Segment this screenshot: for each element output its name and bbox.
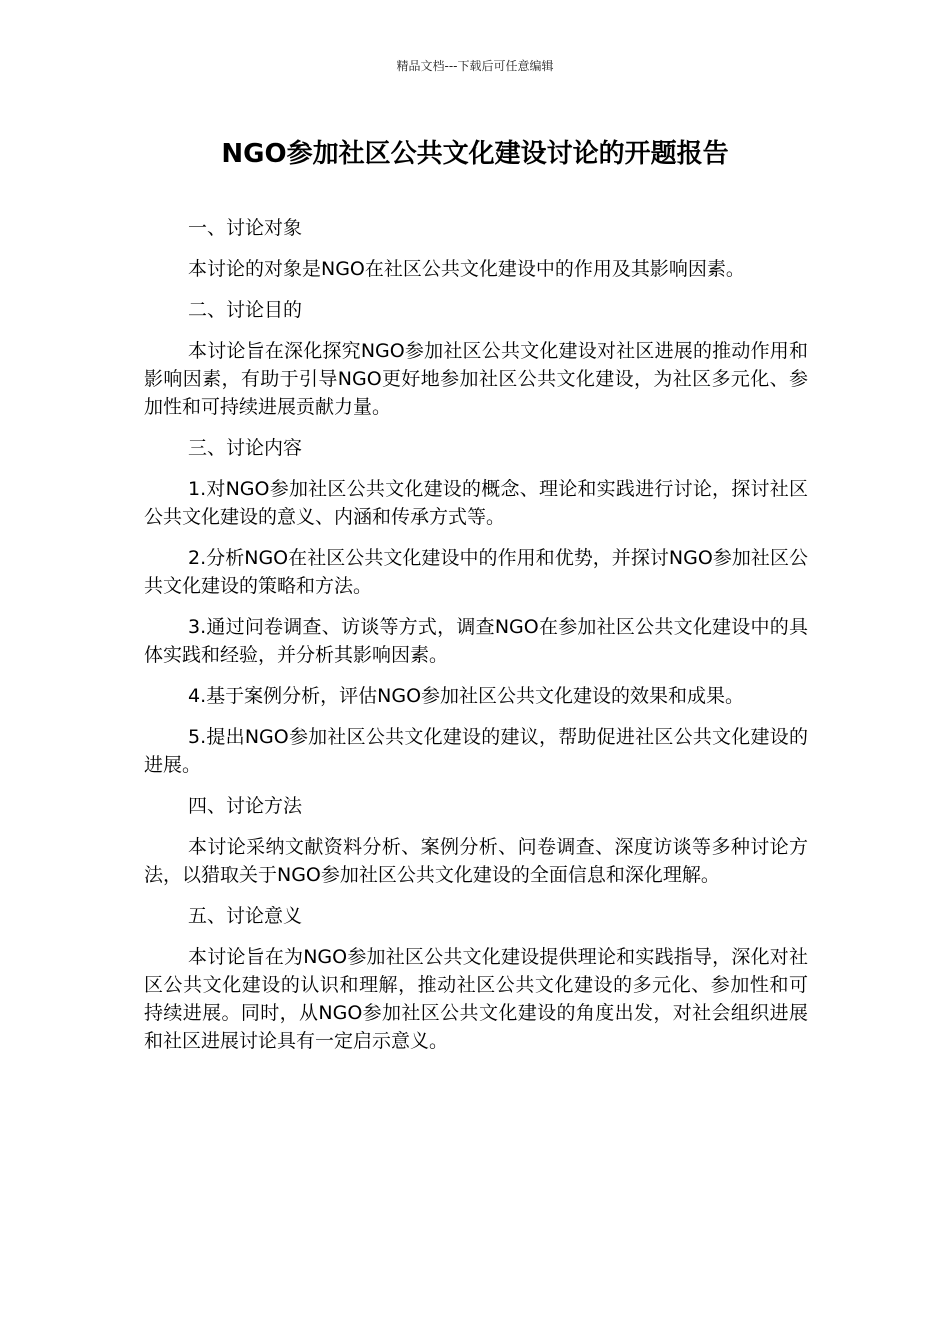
section-heading: 五、讨论意义 bbox=[188, 905, 303, 927]
body-paragraph: 本讨论的对象是NGO在社区公共文化建设中的作用及其影响因素。 bbox=[188, 258, 745, 280]
list-paragraph: 1.对NGO参加社区公共文化建设的概念、理论和实践进行讨论，探讨社区公共文化建设的意义、内涵和传承方式等。 bbox=[144, 478, 808, 528]
body-paragraph: 本讨论旨在深化探究NGO参加社区公共文化建设对社区进展的推动作用和影响因素，有助于引导NGO更好地参加社区公共文化建设，为社区多元化、参加性和可持续进展贡献力量。 bbox=[144, 340, 808, 418]
section-heading: 一、讨论对象 bbox=[188, 217, 303, 239]
document-title: NGO参加社区公共文化建设讨论的开题报告 bbox=[221, 139, 729, 169]
list-paragraph: 5.提出NGO参加社区公共文化建设的建议，帮助促进社区公共文化建设的进展。 bbox=[144, 726, 808, 776]
list-paragraph: 4.基于案例分析，评估NGO参加社区公共文化建设的效果和成果。 bbox=[188, 685, 745, 707]
section-heading: 四、讨论方法 bbox=[188, 795, 303, 817]
document-body bbox=[144, 214, 808, 1068]
header-note: 精品文档---下载后可任意编辑 bbox=[396, 59, 554, 73]
body-paragraph: 本讨论采纳文献资料分析、案例分析、问卷调查、深度访谈等多种讨论方法，以猎取关于NGO参加社区公共文化建设的全面信息和深化理解。 bbox=[144, 836, 808, 886]
body-paragraph: 本讨论旨在为NGO参加社区公共文化建设提供理论和实践指导，深化对社区公共文化建设的认识和理解，推动社区公共文化建设的多元化、参加性和可持续进展。同时，从NGO参加社区公共文化建设的角度出发，对社会组织进展和社区进展讨论具有一定启示意义。 bbox=[144, 946, 808, 1052]
section-heading: 三、讨论内容 bbox=[188, 437, 303, 459]
list-paragraph: 3.通过问卷调查、访谈等方式，调查NGO在参加社区公共文化建设中的具体实践和经验，并分析其影响因素。 bbox=[144, 616, 808, 666]
list-paragraph: 2.分析NGO在社区公共文化建设中的作用和优势，并探讨NGO参加社区公共文化建设的策略和方法。 bbox=[144, 547, 808, 597]
section-heading: 二、讨论目的 bbox=[188, 299, 303, 321]
